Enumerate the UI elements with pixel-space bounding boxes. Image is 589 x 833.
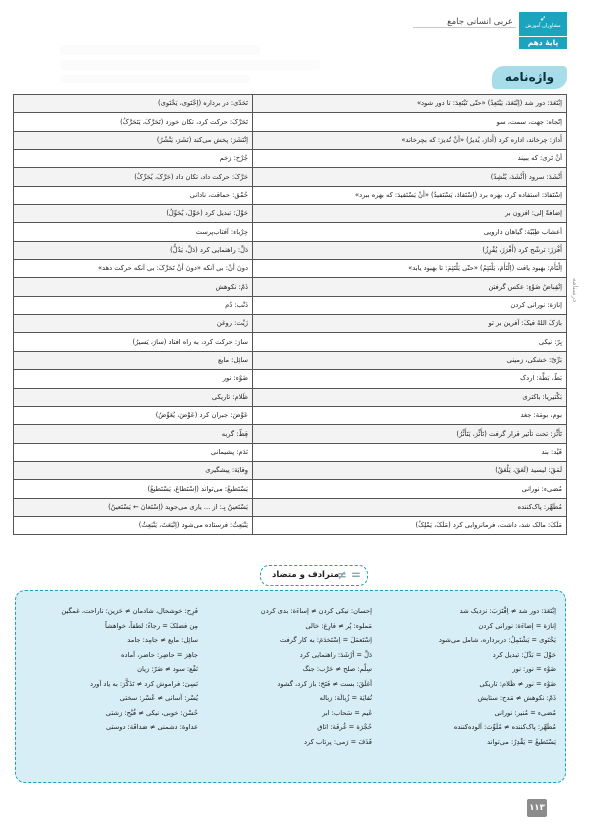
vocab-row [14,425,567,443]
vocab-entry-left: دونَ أنْ: بی آنکه «دونَ أنْ تَحَرَّکَ: بی آنکه حرکت دهد» [14,260,253,278]
vocab-entry-right: مُطَهِّر: پاک‌کننده [253,498,567,516]
vocab-entry-right: بَرِّیّ: خشکی، زمینی [253,351,567,369]
vocab-entry-right: إضافةً إلى: افزون بر [253,205,567,223]
synonym-pair: نُفایَة = زُبالَة: زباله [319,694,372,702]
vocab-entry-left: وِقایَة: پیشگیری [14,461,253,479]
vocab-table-body [14,95,567,535]
vocab-entry-left: جُرْح: زخم [14,150,253,168]
vocab-entry-left: دَلَّ: راهنمایی کرد (دَلَّ، یَدُلُّ) [14,241,253,259]
vocab-entry-right: بوم، بومَة: جغد [253,406,567,424]
synonym-pair: دَلَّ = أرْشَدَ: راهنمایی کرد [299,650,372,659]
page-number: ۱۱۳ [527,799,547,817]
synonyms-column-right [380,604,556,749]
synonym-pair: فَرِح: خوشحال، شادمان ≠ حَزین: ناراحت، غمگین [61,607,198,615]
vocab-entry-right: أعشاب طِبّیّة: گیاهان دارویی [253,223,567,241]
synonym-pair: سائِل: مایع ≠ جامِد: جامد [127,636,198,644]
synonym-pair: اِبْتَعَدَ: دور شد ≠ اِقْتَرَبَ: نزدیک شد [459,607,556,615]
synonym-pair: اِسْتَعمَلَ = اِسْتَخدَمَ: به کار گرفت [279,636,372,644]
vocab-row [14,388,567,406]
publisher-logo [519,12,567,36]
synonym-pair: جاهِز = حاضِر: حاضر، آماده [121,650,198,659]
vocab-row [14,260,567,278]
vocab-row [14,443,567,461]
watermark-block [60,60,320,70]
synonym-pair: یَسْتَطیعُ = یَقْدِرُ: می‌تواند [487,737,556,746]
synonym-pair: سِلْم: صلح ≠ حَرْب: جنگ [302,665,372,673]
vocab-entry-left: حَرَّکَ: حرکت داد، تکان داد (حَرَّکَ، یُحَرِّکُ) [14,168,253,186]
vocab-row [14,278,567,296]
synonyms-box [15,590,566,783]
vocab-entry-left: تَحَرَّکَ: حرکت کرد، تکان خورد (تَحَرَّکَ، یَتَحَرَّکُ) [14,113,253,131]
vocab-row [14,516,567,534]
vocab-row [14,333,567,351]
synonym-pair: نَسِیَ: فراموش کرد ≠ تَذَکَّرَ: به یاد آورد [89,679,198,688]
synonyms-title: مترادف و متضاد [271,570,339,580]
vocab-entry-left: ظَلام: تاریکی [14,388,253,406]
vocab-entry-right: قَیْد: بند [253,443,567,461]
vocab-row [14,150,567,168]
synonym-pair: عداوة: دشمنی ≠ صَداقَة: دوستی [106,723,198,731]
header-divider [413,27,516,28]
vocab-entry-right: اِبْتَعَدَ: دور شد (اِبْتَعَدَ، یَبْتَعِدُ) «حتّی تَبْتَعِدَ: تا دور شود» [253,95,567,113]
synonyms-column-middle [196,604,372,749]
vocab-entry-right: أنْ تَرى: که ببیند [253,150,567,168]
synonym-pair: مِن فضلکَ = رجاءً: لطفاً، خواهشاً [105,621,198,630]
synonym-pair: یَحْتَوی = یَشْتَمِلُ: دربرداره، شامل می‌شود [438,636,556,644]
vocab-row [14,480,567,498]
equals-not-equals-icon: ≠ = [336,568,361,582]
vocab-entry-right: اِنْقِباضُ ضَوْءٍ: عکس گرفتن [253,278,567,296]
side-label: درسنامه [571,277,579,303]
vocab-row [14,296,567,314]
vocab-row [14,186,567,204]
watermark-block [60,75,250,83]
vocab-entry-left: حِرْباء: آفتاب‌پرست [14,223,253,241]
vocab-entry-right: اِسْتَفادَ: استفاده کرد، بهره برد (اِسْتَفادَ، یَسْتَفیدُ) «أنْ یَسْتَفیدَ: که بهره ببرد» [253,186,567,204]
vocab-row [14,406,567,424]
vocab-table [13,94,567,535]
vocab-entry-left: یَسْتَطیعُ: می‌تواند (اِسْتَطاعَ، یَسْتَطیعُ) [14,480,253,498]
vocab-entry-right: بِرّ: نیکی [253,333,567,351]
vocab-entry-left: ضَوْء: نور [14,370,253,388]
synonym-pair: مَملوء: پُر ≠ فارِغ: خالی [305,621,372,630]
subject-title: عربی انسانی جامع [447,17,513,27]
vocab-entry-left: یَنْبَعِثُ: فرستاده می‌شود (اِنْبَعَثَ، یَنْبَعِثُ) [14,516,253,534]
synonym-pair: ضَوْء = نور: نور [512,665,556,673]
synonym-pair: قَذَفَ = رَمی: پرتاب کرد [304,737,372,746]
vocab-row [14,241,567,259]
publisher-name: مشاوران آموزش [525,23,561,29]
section-title: واژه‌نامه [492,66,567,89]
synonym-pair: أغلَقَ: بست ≠ فَتَحَ: باز کرد، گشود [277,679,372,688]
bird-logo-icon: ➶ [539,14,547,23]
synonym-pair: ذَمّ: نکوهش ≠ مَدح: ستایش [477,694,556,702]
vocab-entry-right: أَدارَ: چرخاند، اداره کرد (أَدارَ، یُدیرُ) «أنْ تُدیرَ: که بچرخاند» [253,131,567,149]
vocab-row [14,498,567,516]
vocab-entry-right: أَفْرَزَ: ترشّح کرد (أَفْرَزَ، یُفْرِزُ) [253,241,567,259]
synonym-pair: حُسْن: خوبی، نیکی ≠ قُبْح: زشتی [105,708,198,717]
vocab-entry-left: حَوَّلَ: تبدیل کرد (حَوَّلَ، یُحَوِّلُ) [14,205,253,223]
synonyms-heading [260,565,368,586]
vocab-row [14,113,567,131]
vocab-entry-left: حُمْق: حماقت، نادانی [14,186,253,204]
vocab-entry-right: اِتّجاه: جهت، سمت، سو [253,113,567,131]
synonym-pair: حَوَّلَ = بَدَّلَ: تبدیل کرد [492,650,556,659]
vocab-entry-left: سارَ: حرکت کرد، به راه افتاد (سارَ، یَسیرُ) [14,333,253,351]
vocab-entry-left: اِنْتَشَرَ: پخش می‌کند (نَشَرَ، یَنْشُرُ) [14,131,253,149]
vocab-entry-right: مَلَکَ: مالک شد، داشت، فرمانروایی کرد (مَلَکَ، یَمْلِکُ) [253,516,567,534]
vocab-entry-left: زَیْت: روغن [14,315,253,333]
vocab-entry-left: نَدَم: پشیمانی [14,443,253,461]
synonym-pair: نَفْع: سود ≠ ضَرّ: زیان [137,665,198,673]
vocab-entry-right: لَمَقَ: لیسید (لَعَقَ، یَلْعَقُ) [253,461,567,479]
synonym-pair: غَیم = سَحاب: ابر [322,708,372,717]
vocab-entry-right: بَطّ، بَطَّة: اردک [253,370,567,388]
vocab-entry-left: عَوَّضَ: جبران کرد (عَوَّضَ، یُعَوِّضُ) [14,406,253,424]
vocab-entry-left: ذَنْب: دُم [14,296,253,314]
vocab-row [14,223,567,241]
vocab-entry-left: تَحَدّی: در برداره (اِحْتَوی، یَحْتَوی) [14,95,253,113]
synonym-pair: إحسان: نیکی کردن ≠ إساءَة: بدی کردن [260,607,372,615]
vocab-entry-left: یَسْتَعینُ بِـ: از ... یاری می‌جوید (اِسْتَعانَ ← یَسْتَعینُ) [14,498,253,516]
vocab-entry-right: اِلْتَأَمَ: بهبود یافت (اِلْتَأَمَ، یَلْتَئِمُ) «حتّی یَلْتَئِمَ: تا بهبود یابد» [253,260,567,278]
vocab-row [14,461,567,479]
vocab-row [14,95,567,113]
vocab-entry-right: مُضیء: نورانی [253,480,567,498]
vocab-entry-left: سائِل: مایع [14,351,253,369]
grade-badge: پایهٔ دهم [519,37,567,49]
synonym-pair: إنارَة = إضاءَة: نورانی کردن [478,621,556,630]
vocab-row [14,315,567,333]
synonym-pair: یُسْر: آسانی ≠ عُسْر: سختی [119,694,198,702]
vocab-entry-right: إنارَة: نورانی کردن [253,296,567,314]
vocab-row [14,168,567,186]
vocab-entry-right: تَأَثَّرَ: تحت تأثیر قرار گرفت (تَأَثَّرَ، یَتَأَثَّرُ) [253,425,567,443]
vocab-entry-left: ذَمّ: نکوهش [14,278,253,296]
vocab-row [14,370,567,388]
synonym-pair: ضَوْء = نور ≠ ظَلام: تاریکی [479,679,556,688]
vocab-row [14,131,567,149]
synonym-pair: حُجْرَة = غُرفَة: اتاق [317,723,372,731]
vocab-row [14,351,567,369]
synonym-pair: مُطَهِّر: پاک‌کننده ≠ مُلَوِّث: آلوده‌کننده [453,723,556,731]
vocab-entry-left: قِطّ: گربه [14,425,253,443]
synonyms-column-left [22,604,198,735]
synonym-pair: مُضیء = مُنیر: نورانی [494,708,556,717]
vocab-entry-right: أَنْشَدَ: سرود (أَنْشَدَ، یُنْشِدُ) [253,168,567,186]
vocab-entry-right: بارَکَ اللهُ فیکَ: آفرین بر تو [253,315,567,333]
vocab-row [14,205,567,223]
vocab-entry-right: بَکْتیریا: باکتری [253,388,567,406]
watermark-block [60,45,260,55]
